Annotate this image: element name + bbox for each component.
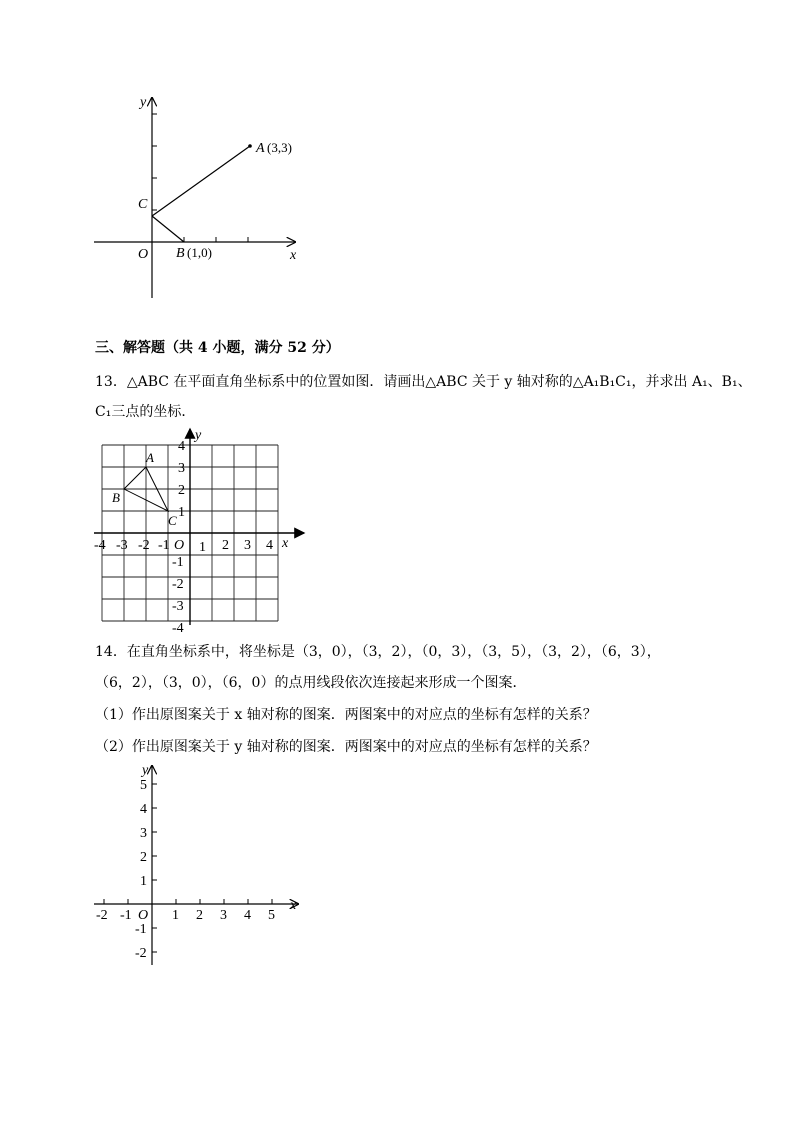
origin-label: O xyxy=(174,538,185,553)
x-tick-label: -2 xyxy=(138,538,150,553)
point-C-label: C xyxy=(138,197,148,212)
x-tick-label: 4 xyxy=(266,538,273,553)
x-tick-label: 4 xyxy=(244,908,251,923)
y-tick-label: -1 xyxy=(172,555,184,570)
y-tick-label: -1 xyxy=(135,922,147,937)
y-tick-label: 3 xyxy=(178,461,185,476)
x-tick-label: -1 xyxy=(158,538,170,553)
y-tick-label: 2 xyxy=(178,483,185,498)
y-axis-label: y xyxy=(195,428,202,443)
y-tick-label: 4 xyxy=(178,439,185,454)
y-tick-label: -4 xyxy=(172,621,184,636)
point-C-label: C xyxy=(168,513,177,528)
figure-2-grid-triangle xyxy=(92,425,312,640)
figure-1-coordinate-diagram xyxy=(90,90,305,305)
x-tick-label: 2 xyxy=(196,908,203,923)
y-axis-label: y xyxy=(140,95,147,110)
point-B-label: B xyxy=(176,246,185,261)
y-tick-label: -2 xyxy=(172,577,184,592)
y-tick-label: 1 xyxy=(140,874,147,889)
point-B-coords: (1,0) xyxy=(187,245,212,260)
x-tick-label: 1 xyxy=(199,540,206,555)
origin-label: O xyxy=(138,908,149,923)
x-tick-label: -1 xyxy=(120,908,132,923)
origin-label: O xyxy=(138,247,149,262)
q14-text-line2: （6，2），（3，0），（6，0）的点用线段依次连接起来形成一个图案． xyxy=(95,675,527,691)
x-tick-label: 3 xyxy=(220,908,227,923)
q13-text-line1: 13．△ABC 在平面直角坐标系中的位置如图．请画出△ABC 关于 y 轴对称的△A₁B₁C₁，并求出 A₁、B₁、 xyxy=(95,374,752,390)
y-axis-label: y xyxy=(142,763,149,778)
q14-part1: （1）作出原图案关于 x 轴对称的图案．两图案中的对应点的坐标有怎样的关系？ xyxy=(95,707,597,723)
x-tick-label: 3 xyxy=(244,538,251,553)
point-A-dot xyxy=(248,144,252,148)
segment-CA xyxy=(152,146,250,216)
point-A-coords: (3,3) xyxy=(267,140,292,155)
x-axis-label: x xyxy=(290,898,297,913)
q13-text-line2: C₁三点的坐标． xyxy=(95,404,196,420)
point-A-label: A xyxy=(256,141,265,156)
y-tick-label: 5 xyxy=(140,778,147,793)
x-tick-label: 5 xyxy=(268,908,275,923)
y-tick-label: 4 xyxy=(140,802,147,817)
section-heading: 三、解答题（共 4 小题，满分 52 分） xyxy=(95,340,340,356)
q14-text-line1: 14．在直角坐标系中，将坐标是（3，0），（3，2），（0，3），（3，5），（3，2），（6，3）， xyxy=(95,644,661,660)
figure-3-blank-axes xyxy=(90,760,305,970)
point-B-label: B xyxy=(112,490,120,505)
x-tick-label: -2 xyxy=(96,908,108,923)
y-tick-label: 1 xyxy=(178,505,185,520)
y-tick-label: -2 xyxy=(135,946,147,961)
y-tick-label: 3 xyxy=(140,826,147,841)
x-axis-label: x xyxy=(282,536,289,551)
x-tick-label: -3 xyxy=(116,538,128,553)
y-tick-label: 2 xyxy=(140,850,147,865)
x-tick-label: 2 xyxy=(222,538,229,553)
x-axis-label: x xyxy=(290,248,297,263)
point-A-label: A xyxy=(146,450,154,465)
x-tick-label: -4 xyxy=(94,538,106,553)
q14-part2: （2）作出原图案关于 y 轴对称的图案．两图案中的对应点的坐标有怎样的关系？ xyxy=(95,739,597,755)
segment-CB xyxy=(152,216,184,242)
x-tick-label: 1 xyxy=(172,908,179,923)
y-tick-label: -3 xyxy=(172,599,184,614)
